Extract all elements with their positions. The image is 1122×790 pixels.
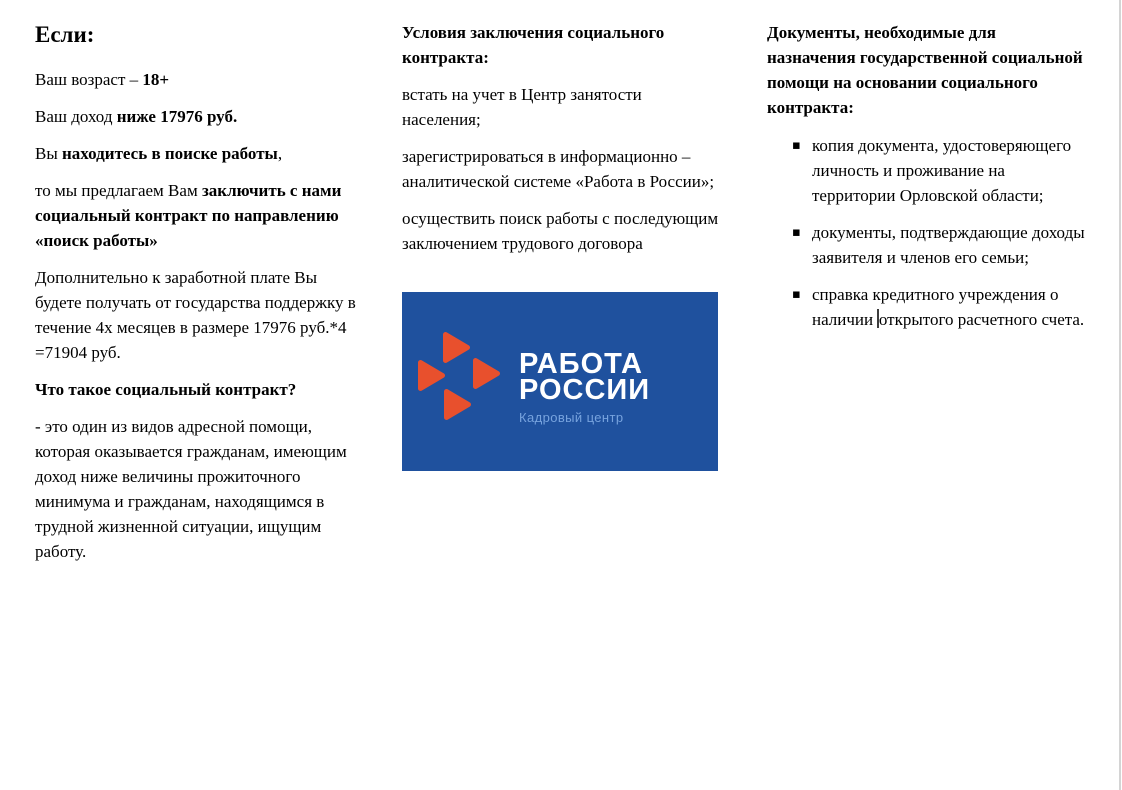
paragraph-age-normal: Ваш возраст –	[35, 70, 143, 89]
paragraph-offer-bold: заключить с нами социальный контракт по направлению «поиск работы»	[35, 181, 342, 250]
column-conditions-if	[35, 20, 357, 576]
documents-list	[767, 133, 1085, 332]
paragraph-age-bold: 18+	[142, 70, 170, 89]
paragraph-job-search	[35, 141, 357, 166]
list-item-bank-certificate[interactable]	[767, 282, 1085, 332]
logo-title-line1: РАБОТА	[519, 348, 643, 380]
list-item-income-documents	[767, 220, 1085, 270]
paragraph-income-bold: ниже 17976 руб.	[116, 107, 238, 126]
logo-title-line2: РОССИИ	[519, 374, 651, 406]
heading-required-documents: Документы, необходимые для назначения государственной социальной помощи на основании социального контракта:	[767, 23, 1083, 117]
list-item-identity-document	[767, 133, 1085, 208]
column-required-documents	[767, 20, 1085, 344]
paragraph-income	[35, 104, 357, 129]
paragraph-offer	[35, 178, 357, 253]
paragraph-offer-normal: то мы предлагаем Вам	[35, 181, 202, 200]
paragraph-age	[35, 67, 357, 92]
rabota-rossii-logo	[402, 292, 718, 471]
page-title: Если:	[35, 22, 95, 47]
condition-find-job: осуществить поиск работы с последующим заключением трудового договора	[402, 209, 719, 253]
square-bullet-icon: ▪	[792, 225, 801, 240]
paragraph-support-amount: Дополнительно к заработной плате Вы будете получать от государства поддержку в течение 4х месяцев в размере 17976 руб.*4 =71904 руб.	[35, 268, 356, 362]
logo-title	[519, 348, 651, 406]
column-contract-terms	[402, 20, 720, 471]
square-bullet-icon: ▪	[792, 138, 801, 153]
logo-subtitle: Кадровый центр	[519, 410, 624, 425]
subheading-what-is-social-contract: Что такое социальный контракт?	[35, 380, 297, 399]
list-item-text: копия документа, удостоверяющего личность и проживание на территории Орловской области;	[812, 136, 1072, 205]
list-item-text-after-caret: открытого расчетного счета.	[878, 310, 1085, 329]
condition-register-rabota-rossii: зарегистрироваться в информационно – аналитической системе «Работа в России»;	[402, 147, 715, 191]
page-edge-line	[1119, 0, 1121, 790]
condition-register-employment-center: встать на учет в Центр занятости населения;	[402, 85, 642, 129]
square-bullet-icon: ▪	[792, 287, 801, 302]
list-item-text-before-caret: справка кредитного учреждения о наличии	[812, 285, 1059, 329]
paragraph-job-search-bold: находитесь в поиске работы	[62, 144, 278, 163]
logo-triangles-icon	[418, 332, 501, 420]
paragraph-income-normal: Ваш доход	[35, 107, 117, 126]
paragraph-job-search-tail: ,	[277, 144, 283, 163]
list-item-text: документы, подтверждающие доходы заявителя и членов его семьи;	[812, 223, 1085, 267]
logo-text-block	[519, 348, 651, 426]
paragraph-definition: - это один из видов адресной помощи, которая оказывается гражданам, имеющим доход ниже величины прожиточного минимума и гражданам, находящимся в трудной жизненной ситуации, ищущим работу.	[35, 417, 347, 561]
heading-contract-terms: Условия заключения социального контракта:	[402, 23, 665, 67]
paragraph-job-search-normal: Вы	[35, 144, 63, 163]
list-item-text	[812, 282, 1085, 332]
